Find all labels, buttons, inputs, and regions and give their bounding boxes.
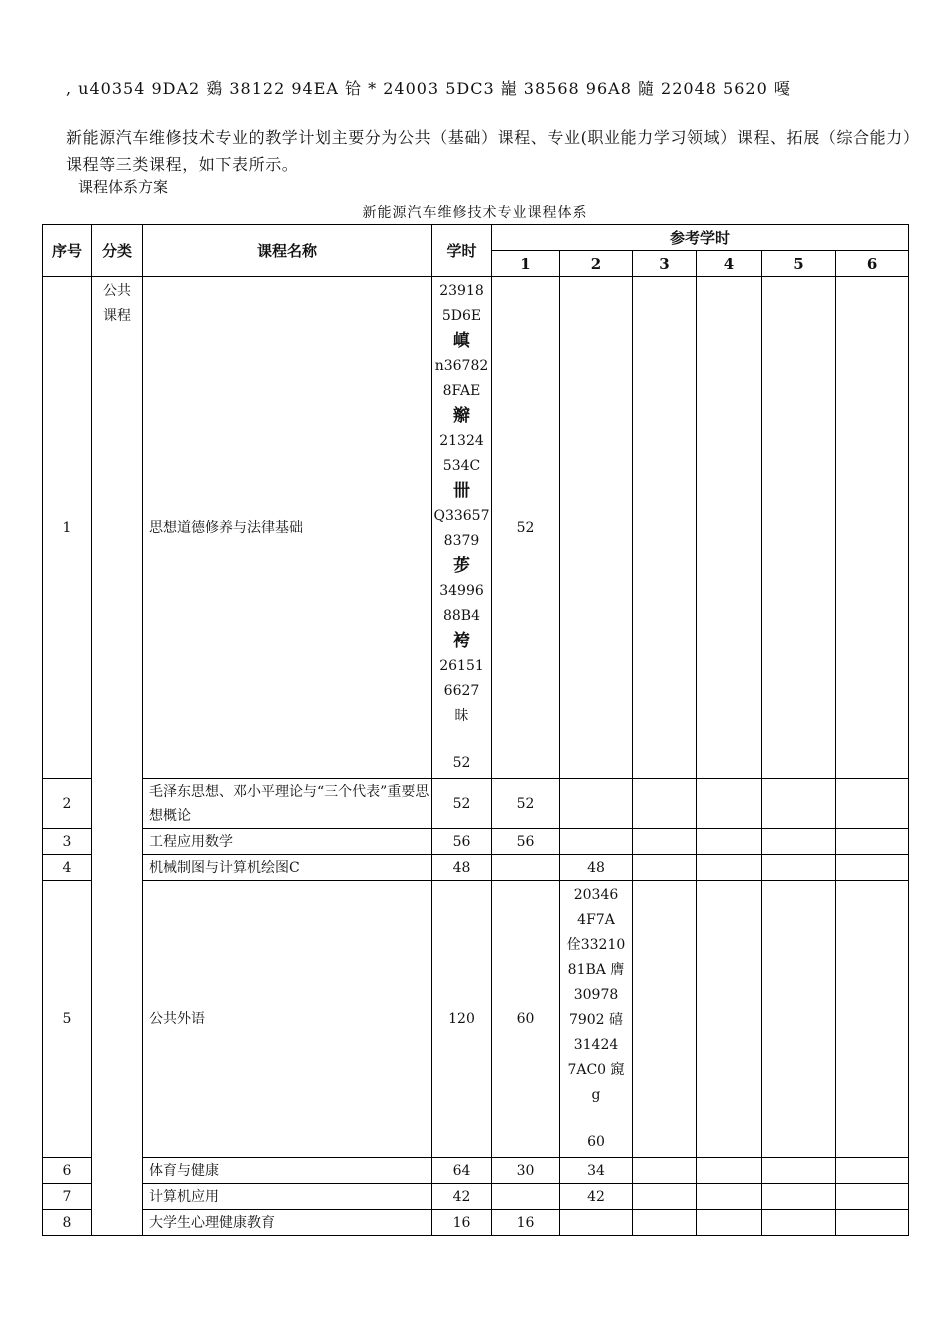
header-semester-3: 3 <box>633 251 697 277</box>
course-table <box>42 224 909 1236</box>
plan-label: 课程体系方案 <box>78 178 169 196</box>
semester-1-hours: 60 <box>492 881 560 1158</box>
semester-1-hours: 30 <box>492 1158 560 1184</box>
category-cell <box>92 277 143 1236</box>
table-row <box>43 1184 909 1210</box>
row-index: 2 <box>43 779 92 829</box>
header-semester-4: 4 <box>697 251 762 277</box>
semester-1-hours: 16 <box>492 1210 560 1236</box>
semester-1-hours: 52 <box>492 779 560 829</box>
table-row <box>43 881 909 1158</box>
course-name: 计算机应用 <box>143 1184 432 1210</box>
header-semester-1: 1 <box>492 251 560 277</box>
semester-2-hours <box>560 779 633 829</box>
hours-cell: 52 <box>432 779 492 829</box>
table-row <box>43 1158 909 1184</box>
semester-2-hours: 42 <box>560 1184 633 1210</box>
hours-cell: 120 <box>432 881 492 1158</box>
header-category: 分类 <box>92 225 143 277</box>
row-index: 4 <box>43 855 92 881</box>
header-semester-5: 5 <box>762 251 836 277</box>
row-index: 8 <box>43 1210 92 1236</box>
semester-2-hours: 48 <box>560 855 633 881</box>
semester-2-hours <box>560 1210 633 1236</box>
header-course-name: 课程名称 <box>143 225 432 277</box>
course-name: 公共外语 <box>143 881 432 1158</box>
semester-1-hours <box>492 1184 560 1210</box>
course-name: 工程应用数学 <box>143 829 432 855</box>
row-index: 3 <box>43 829 92 855</box>
garbled-text-line: , u40354 9DA2 鵎 38122 94EA 铪 * 24003 5DC3 巃 38568 96A8 隨 22048 5620 嘠 <box>66 79 791 98</box>
course-name: 机械制图与计算机绘图C <box>143 855 432 881</box>
header-semester-2: 2 <box>560 251 633 277</box>
table-title: 新能源汽车维修技术专业课程体系 <box>362 205 588 221</box>
table-row <box>43 855 909 881</box>
hours-cell: 56 <box>432 829 492 855</box>
hours-cell: 64 <box>432 1158 492 1184</box>
header-semester-6: 6 <box>836 251 909 277</box>
semester-2-hours: 34 <box>560 1158 633 1184</box>
row-index: 1 <box>43 277 92 779</box>
header-index: 序号 <box>43 225 92 277</box>
row-index: 6 <box>43 1158 92 1184</box>
header-hours: 学时 <box>432 225 492 277</box>
course-name: 思想道德修养与法律基础 <box>143 277 432 779</box>
hours-cell: 48 <box>432 855 492 881</box>
header-reference-hours: 参考学时 <box>492 225 909 251</box>
table-row <box>43 277 909 779</box>
semester-2-hours <box>560 829 633 855</box>
course-name: 毛泽东思想、邓小平理论与“三个代表”重要思想概论 <box>143 779 432 829</box>
semester-1-hours: 56 <box>492 829 560 855</box>
hours-cell: 16 <box>432 1210 492 1236</box>
table-row <box>43 779 909 829</box>
semester-1-hours: 52 <box>492 277 560 779</box>
hours-cell: 23918 5D6E 嵮 n36782 8FAE 辮 21324 534C 卌 Q33657 8379 荹 34996 88B4 袴 26151 6627 昧 52 <box>432 277 492 779</box>
semester-2-hours: 20346 4F7A 佺33210 81BA 膺 30978 7902 礂 31424 7AC0 竀 g 60 <box>560 881 633 1158</box>
intro-paragraph: 新能源汽车维修技术专业的教学计划主要分为公共（基础）课程、专业(职业能力学习领域）课程、拓展（综合能力）课程等三类课程，如下表所示。 <box>66 128 912 174</box>
semester-2-hours <box>560 277 633 779</box>
course-name: 大学生心理健康教育 <box>143 1210 432 1236</box>
semester-1-hours <box>492 855 560 881</box>
table-row <box>43 829 909 855</box>
category-label: 公共 课程 <box>103 283 131 324</box>
hours-cell: 42 <box>432 1184 492 1210</box>
row-index: 5 <box>43 881 92 1158</box>
table-row <box>43 1210 909 1236</box>
course-name: 体育与健康 <box>143 1158 432 1184</box>
row-index: 7 <box>43 1184 92 1210</box>
